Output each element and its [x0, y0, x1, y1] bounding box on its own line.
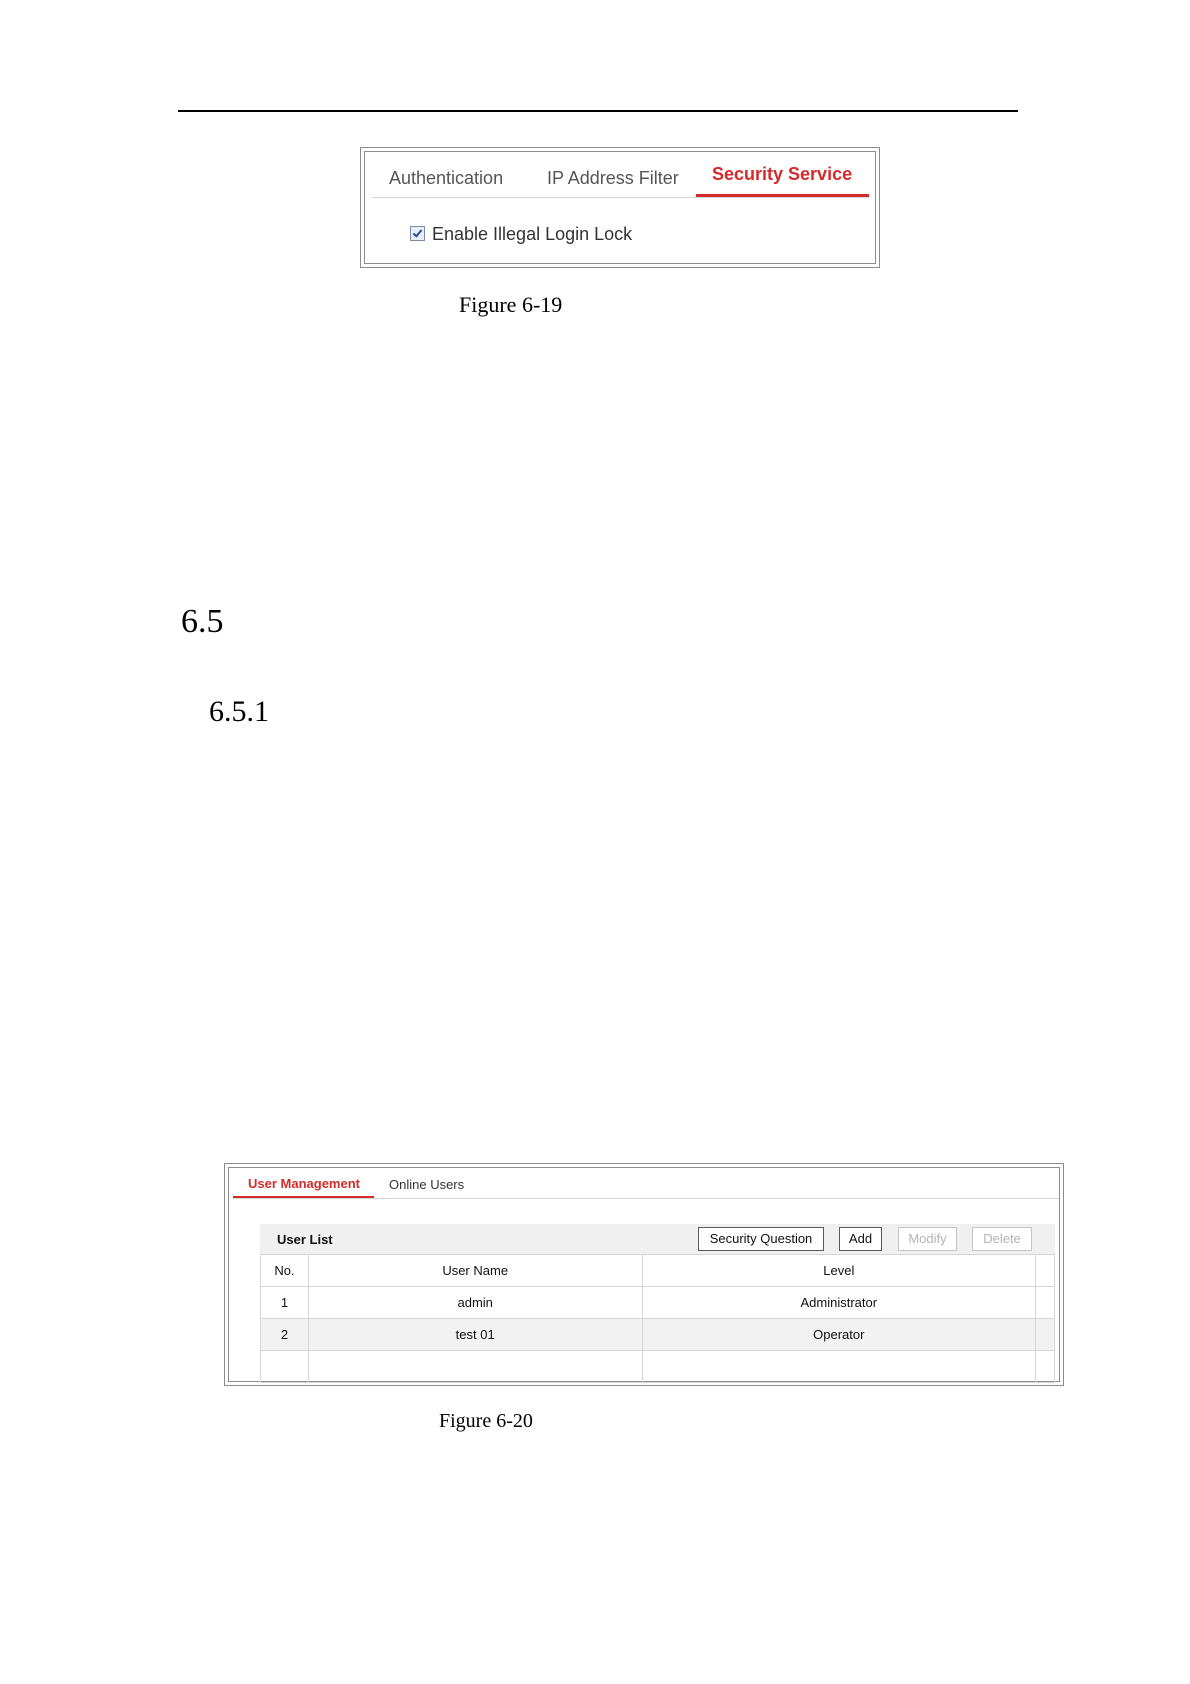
- user-table: [260, 1254, 1055, 1383]
- figure-6-20-caption: Figure 6-20: [439, 1410, 533, 1432]
- cell-empty: [642, 1351, 1036, 1383]
- tab-security-service[interactable]: Security Service: [712, 164, 853, 184]
- cell-scroll: [1036, 1319, 1055, 1351]
- user-management-panel: [224, 1163, 1064, 1386]
- column-header-no: No.: [261, 1255, 309, 1287]
- column-header-user-name: User Name: [308, 1255, 642, 1287]
- user-management-panel-inner: [228, 1167, 1060, 1382]
- table-row-empty: [261, 1351, 1055, 1383]
- cell-scroll: [1036, 1287, 1055, 1319]
- tab-online-users[interactable]: Online Users: [389, 1177, 465, 1192]
- cell-user-name: admin: [308, 1287, 642, 1319]
- tab-authentication[interactable]: Authentication: [389, 168, 504, 188]
- header-rule: [178, 110, 1018, 112]
- illegal-login-lock-row: [410, 224, 632, 245]
- user-list-title: User List: [277, 1232, 333, 1247]
- security-service-panel-inner: [364, 151, 876, 264]
- security-question-button[interactable]: Security Question: [698, 1227, 824, 1251]
- section-number: 6.5: [181, 603, 224, 640]
- cell-level: Administrator: [642, 1287, 1036, 1319]
- modify-button[interactable]: Modify: [898, 1227, 957, 1251]
- column-header-scroll: [1036, 1255, 1055, 1287]
- security-service-panel: [360, 147, 880, 268]
- cell-empty: [261, 1351, 309, 1383]
- delete-button[interactable]: Delete: [972, 1227, 1032, 1251]
- figure-6-19-caption: Figure 6-19: [459, 292, 563, 317]
- security-tabs: [371, 152, 869, 198]
- table-row[interactable]: [261, 1287, 1055, 1319]
- tab-ip-address-filter[interactable]: IP Address Filter: [547, 168, 679, 188]
- illegal-login-lock-checkbox[interactable]: [410, 226, 425, 241]
- active-tab-underline: [696, 194, 869, 197]
- cell-empty: [1036, 1351, 1055, 1383]
- illegal-login-lock-label: Enable Illegal Login Lock: [432, 224, 633, 244]
- cell-no: 1: [261, 1287, 309, 1319]
- cell-user-name: test 01: [308, 1319, 642, 1351]
- table-header-row: [261, 1255, 1055, 1287]
- cell-empty: [308, 1351, 642, 1383]
- cell-no: 2: [261, 1319, 309, 1351]
- active-tab-underline: [233, 1196, 374, 1198]
- table-row[interactable]: [261, 1319, 1055, 1351]
- column-header-level: Level: [642, 1255, 1036, 1287]
- user-tabs: [233, 1168, 1059, 1199]
- user-list-toolbar: [260, 1224, 1055, 1254]
- subsection-number: 6.5.1: [209, 695, 269, 728]
- add-button[interactable]: Add: [839, 1227, 882, 1251]
- cell-level: Operator: [642, 1319, 1036, 1351]
- tab-user-management[interactable]: User Management: [248, 1176, 360, 1191]
